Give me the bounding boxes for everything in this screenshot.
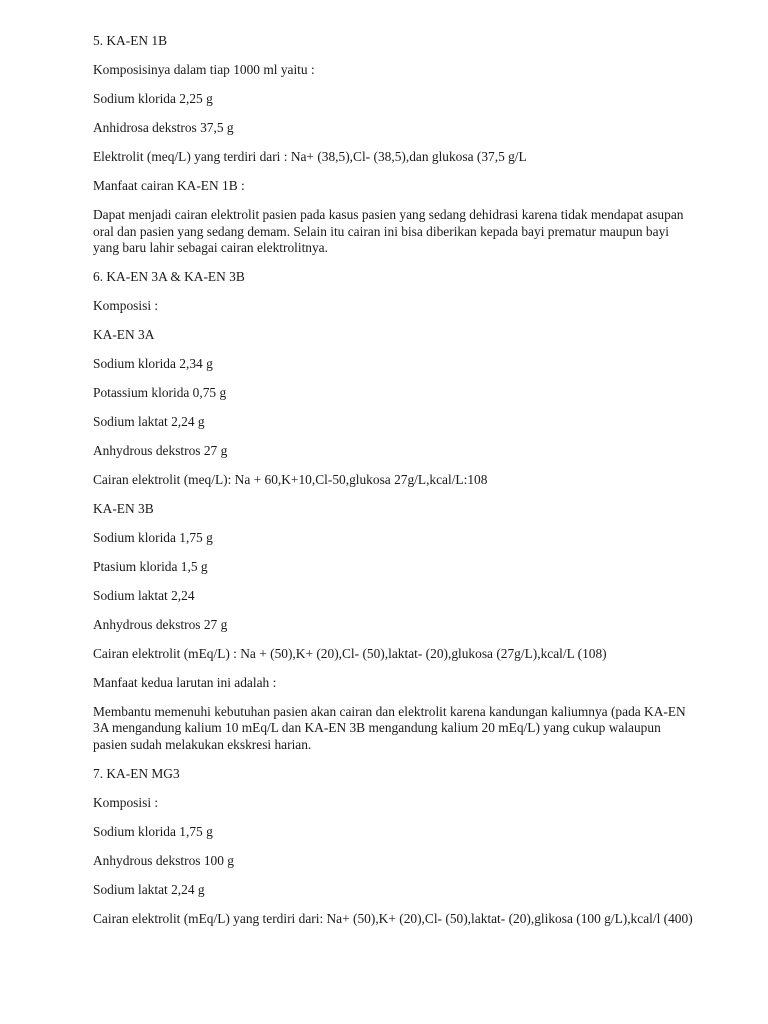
electrolyte-line: Cairan elektrolit (meq/L): Na + 60,K+10,Cl-50,glukosa 27g/L,kcal/L:108 bbox=[93, 471, 488, 487]
subsection-heading-ka-en-3b: KA-EN 3B bbox=[93, 500, 154, 516]
document-page bbox=[93, 33, 693, 940]
ingredient-line: Anhydrous dekstros 27 g bbox=[93, 616, 228, 632]
composition-intro: Komposisinya dalam tiap 1000 ml yaitu : bbox=[93, 61, 315, 77]
section-heading-ka-en-1b: 5. KA-EN 1B bbox=[93, 33, 168, 48]
benefit-paragraph: Membantu memenuhi kebutuhan pasien akan cairan dan elektrolit karena kandungan kaliumnya (pada KA-EN 3A mengandung kalium 10 mEq/L dan KA-EN 3B mengandung kalium 20 mEq/L) yang cukup walaupun pasien sudah melakukan ekskresi harian. bbox=[93, 703, 686, 753]
ingredient-line: Anhidrosa dekstros 37,5 g bbox=[93, 119, 234, 135]
benefit-heading: Manfaat cairan KA-EN 1B : bbox=[93, 177, 245, 193]
section-heading-ka-en-mg3: 7. KA-EN MG3 bbox=[93, 766, 180, 782]
ingredient-line: Sodium klorida 2,25 g bbox=[93, 90, 213, 106]
ingredient-line: Sodium laktat 2,24 g bbox=[93, 414, 205, 429]
electrolyte-line: Cairan elektrolit (mEq/L) : Na + (50),K+ (20),Cl- (50),laktat- (20),glukosa (27g/L),kcal/L (108) bbox=[93, 645, 607, 661]
ingredient-line: Anhydrous dekstros 100 g bbox=[93, 852, 234, 868]
ingredient-line: Sodium klorida 1,75 g bbox=[93, 529, 213, 545]
ingredient-line: Sodium klorida 1,75 g bbox=[93, 823, 213, 839]
ingredient-line: Sodium laktat 2,24 g bbox=[93, 881, 205, 897]
benefit-paragraph: Dapat menjadi cairan elektrolit pasien pada kasus pasien yang sedang dehidrasi karena tidak mendapat asupan oral dan pasien yang sedang demam. Selain itu cairan ini bisa diberikan kepada bayi prematur maupun bayi yang baru lahir sebagai cairan elektrolitnya. bbox=[93, 206, 684, 256]
ingredient-line: Sodium klorida 2,34 g bbox=[93, 356, 213, 372]
ingredient-line: Ptasium klorida 1,5 g bbox=[93, 558, 208, 574]
electrolyte-line: Elektrolit (meq/L) yang terdiri dari : Na+ (38,5),Cl- (38,5),dan glukosa (37,5 g/L bbox=[93, 148, 527, 164]
ingredient-line: Sodium laktat 2,24 bbox=[93, 587, 195, 603]
ingredient-line: Anhydrous dekstros 27 g bbox=[93, 442, 228, 458]
section-heading-ka-en-3a-3b: 6. KA-EN 3A & KA-EN 3B bbox=[93, 269, 245, 285]
composition-heading: Komposisi : bbox=[93, 298, 159, 314]
ingredient-line: Potassium klorida 0,75 g bbox=[93, 385, 227, 401]
electrolyte-line: Cairan elektrolit (mEq/L) yang terdiri dari: Na+ (50),K+ (20),Cl- (50),laktat- (20),glikosa (100 g/L),kcal/l (400) bbox=[93, 910, 693, 926]
composition-heading: Komposisi : bbox=[93, 795, 159, 810]
benefit-heading: Manfaat kedua larutan ini adalah : bbox=[93, 674, 277, 690]
subsection-heading-ka-en-3a: KA-EN 3A bbox=[93, 327, 155, 343]
